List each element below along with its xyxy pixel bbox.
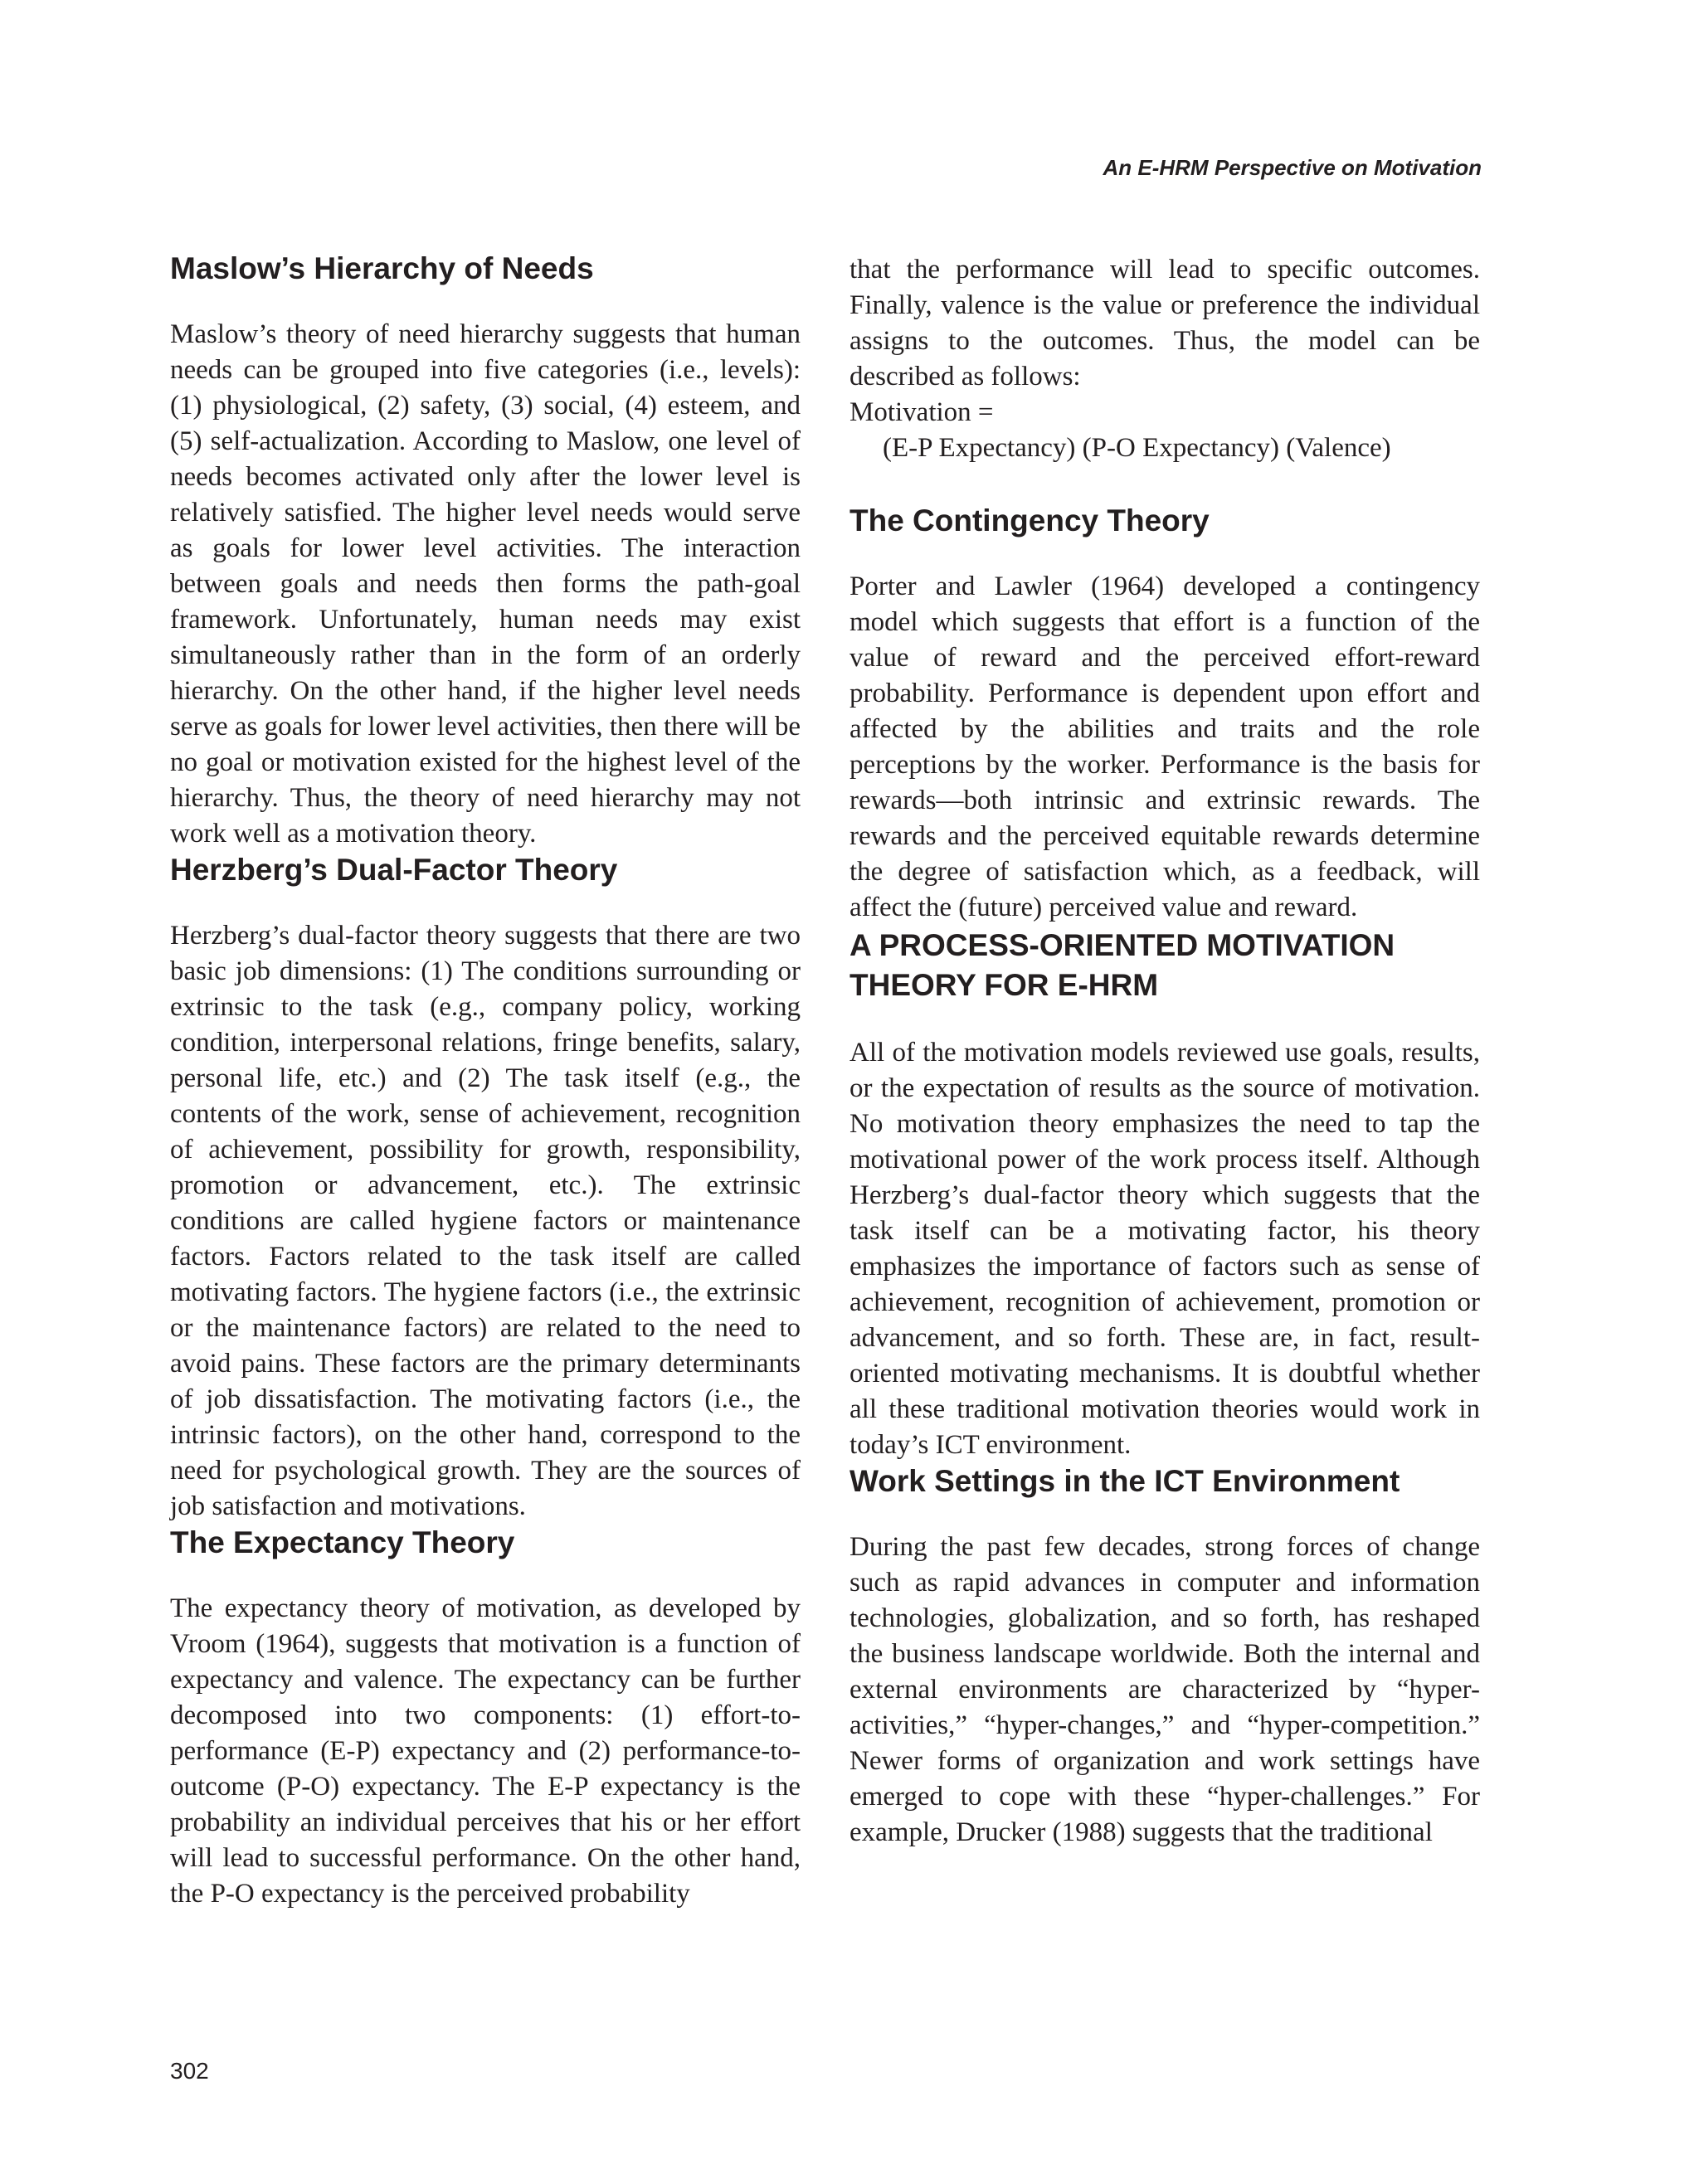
process-oriented-heading [850,926,1480,1005]
process-heading-line-1: A PROCESS-ORIENTED MOTIVATION [850,928,1395,962]
right-column [850,252,1480,1851]
maslow-heading: Maslow’s Hierarchy of Needs [170,251,594,285]
work-settings-paragraph: During the past few decades, strong forces of change such as rapid advances in computer and information technologies, globalization, and so forth, has reshaped the business landscape worldwide. Both the internal and external environments are characterized by “hyper-activities,” “hyper-changes,” and “hyper-competition.” Newer forms of organization and work settings have emerged to cope with these “hyper-challenges.” For example, Drucker (1988) suggests that the traditional [850,1532,1480,1847]
work-settings-heading: Work Settings in the ICT Environment [850,1464,1400,1498]
expectancy-continued-paragraph: that the performance will lead to specific outcomes. Finally, valence is the value or preference the individual assigns to the outcomes. Thus, the model can be described as follows: [850,255,1480,392]
page-number: 302 [170,2058,209,2084]
running-head: An E-HRM Perspective on Motivation [1103,155,1482,180]
herzberg-heading: Herzberg’s Dual-Factor Theory [170,853,618,887]
formula-line-1: Motivation = [850,397,994,427]
process-heading-line-2: THEORY FOR E-HRM [850,968,1159,1002]
motivation-formula [850,395,1480,466]
contingency-paragraph: Porter and Lawler (1964) developed a contingency model which suggests that effort is a function of the value of reward and the perceived effort-reward probability. Performance is dependent upon effort and affected by the abilities and traits and the role perceptions by the worker. Performance is the basis for rewards—both intrinsic and extrinsic rewards. The rewards and the perceived equitable rewards determine the degree of satisfaction which, as a feedback, will affect the (future) perceived value and reward. [850,572,1480,922]
contingency-heading: The Contingency Theory [850,503,1210,537]
maslow-paragraph: Maslow’s theory of need hierarchy suggests that human needs can be grouped into five categories (i.e., levels): (1) physiological, (2) safety, (3) social, (4) esteem, and (5) self-actualization. According to Maslow, one level of needs becomes activated only after the lower level is relatively satisfied. The higher level needs would serve as goals for lower level activities. The interaction between goals and needs then forms the path-goal framework. Unfortunately, human needs may exist simultaneously rather than in the form of an orderly hierarchy. On the other hand, if the higher level needs serve as goals for lower level activities, then there will be no goal or motivation existed for the highest level of the hierarchy. Thus, the theory of need hierarchy may not work well as a motivation theory. [170,319,801,849]
expectancy-heading: The Expectancy Theory [170,1525,515,1559]
formula-line-2: (E-P Expectancy) (P-O Expectancy) (Valence) [883,433,1391,463]
left-column [170,251,801,1912]
herzberg-paragraph: Herzberg’s dual-factor theory suggests that there are two basic job dimensions: (1) The conditions surrounding or extrinsic to the task (e.g., company policy, working condition, interpersonal relations, fringe benefits, salary, personal life, etc.) and (2) The task itself (e.g., the contents of the work, sense of achievement, recognition of achievement, possibility for growth, responsibility, promotion or advancement, etc.). The extrinsic conditions are called hygiene factors or maintenance factors. Factors related to the task itself are called motivating factors. The hygiene factors (i.e., the extrinsic or the maintenance factors) are related to the need to avoid pains. These factors are the primary determinants of job dissatisfaction. The motivating factors (i.e., the intrinsic factors), on the other hand, correspond to the need for psychological growth. They are the sources of job satisfaction and motivations. [170,921,801,1521]
expectancy-paragraph: The expectancy theory of motivation, as developed by Vroom (1964), suggests that motivation is a function of expectancy and valence. The expectancy can be further decomposed into two components: (1) effort-to-performance (E-P) expectancy and (2) performance-to-outcome (P-O) expectancy. The E-P expectancy is the probability an individual perceives that his or her effort will lead to successful performance. On the other hand, the P-O expectancy is the perceived probability [170,1593,801,1909]
process-paragraph: All of the motivation models reviewed use goals, results, or the expectation of results as the source of motivation. No motivation theory emphasizes the need to tap the motivational power of the work process itself. Although Herzberg’s dual-factor theory which suggests that the task itself can be a motivating factor, his theory emphasizes the importance of factors such as sense of achievement, recognition of achievement, promotion or advancement, and so forth. These are, in fact, result-oriented motivating mechanisms. It is doubtful whether all these traditional motivation theories would work in today’s ICT environment. [850,1038,1480,1460]
